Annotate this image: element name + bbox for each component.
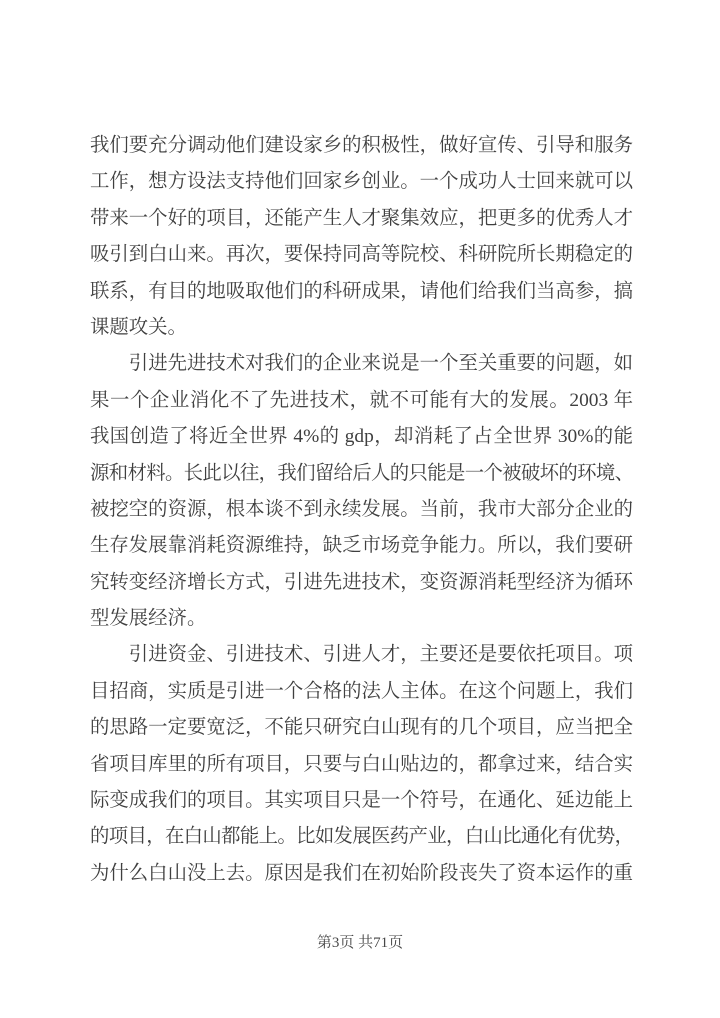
text-line: 的思路一定要宽泛，不能只研究白山现有的几个项目，应当把全 bbox=[90, 717, 633, 739]
document-body bbox=[90, 128, 633, 892]
text-line: 果一个企业消化不了先进技术，就不可能有大的发展。2003 年 bbox=[90, 389, 633, 411]
text-line: 被挖空的资源，根本谈不到永续发展。当前，我市大部分企业的 bbox=[90, 498, 633, 520]
text-line: 省项目库里的所有项目，只要与白山贴边的，都拿过来，结合实 bbox=[90, 753, 633, 775]
text-line: 课题攻关。 bbox=[90, 316, 187, 338]
text-line: 我们要充分调动他们建设家乡的积极性，做好宣传、引导和服务 bbox=[90, 135, 633, 156]
text-line: 我国创造了将近全世界 4%的 gdp，却消耗了占全世界 30%的能 bbox=[90, 426, 633, 448]
text-line: 生存发展靠消耗资源维持，缺乏市场竞争能力。所以，我们要研 bbox=[90, 535, 633, 557]
text-line: 究转变经济增长方式，引进先进技术，变资源消耗型经济为循环 bbox=[90, 571, 633, 593]
text-line: 带来一个好的项目，还能产生人才聚集效应，把更多的优秀人才 bbox=[90, 207, 633, 229]
text-line: 引进先进技术对我们的企业来说是一个至关重要的问题，如 bbox=[128, 353, 633, 375]
text-line: 引进资金、引进技术、引进人才，主要还是要依托项目。项 bbox=[128, 644, 633, 666]
text-line: 目招商，实质是引进一个合格的法人主体。在这个问题上，我们 bbox=[90, 680, 633, 702]
text-line: 源和材料。长此以往，我们留给后人的只能是一个被破坏的环境、 bbox=[90, 462, 634, 484]
text-line: 为什么白山没上去。原因是我们在初始阶段丧失了资本运作的重 bbox=[90, 862, 633, 884]
text-line: 型发展经济。 bbox=[90, 608, 207, 630]
text-line: 工作，想方设法支持他们回家乡创业。一个成功人士回来就可以 bbox=[90, 171, 633, 193]
text-line: 的项目，在白山都能上。比如发展医药产业，白山比通化有优势， bbox=[90, 826, 634, 848]
text-line: 联系，有目的地吸取他们的科研成果，请他们给我们当高参，搞 bbox=[90, 280, 633, 302]
text-line: 吸引到白山来。再次，要保持同高等院校、科研院所长期稳定的 bbox=[90, 244, 633, 266]
page-footer bbox=[0, 932, 720, 954]
text-line: 际变成我们的项目。其实项目只是一个符号，在通化、延边能上 bbox=[90, 790, 633, 812]
page-number-text: 第3页 共71页 bbox=[316, 935, 404, 951]
